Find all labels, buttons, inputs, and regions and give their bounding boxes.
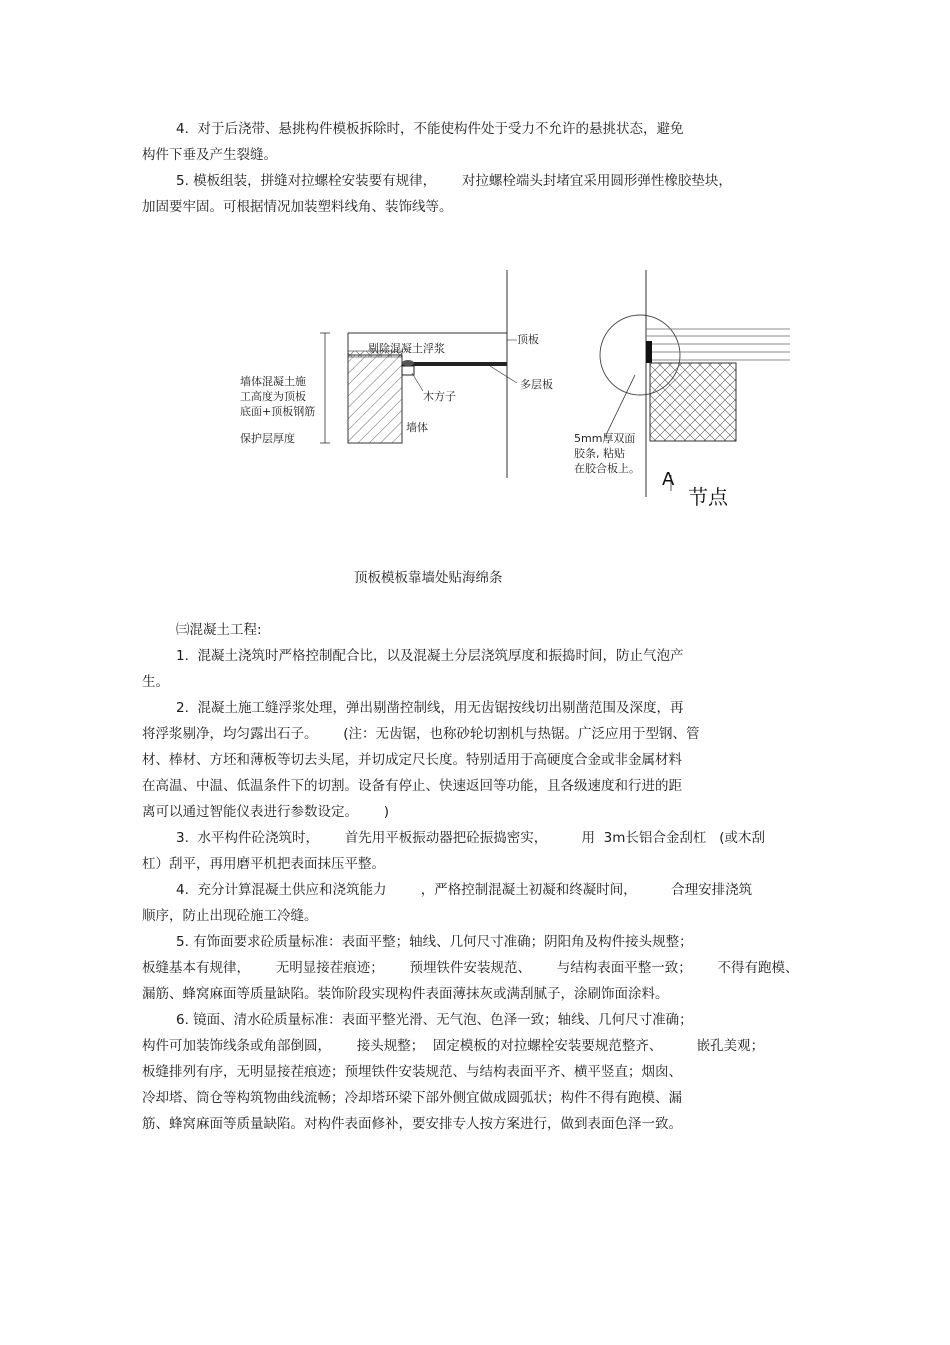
text-line: 3. 水平构件砼浇筑时， 首先用平板振动器把砼振捣密实， 用 3m长铝合金刮杠 (或木刮 xyxy=(176,830,766,846)
wall-section xyxy=(650,363,736,441)
label-height-3: 底面+顶板钢筋 xyxy=(240,405,316,418)
label-node: 节点 xyxy=(688,485,728,509)
figure-caption: 顶板模板靠墙处贴海绵条 xyxy=(354,570,503,586)
plywood xyxy=(402,362,507,366)
label-ding-ban: 顶板 xyxy=(517,333,539,346)
label-tichu: 剔除混凝土浮浆 xyxy=(368,342,445,355)
label-height-4: 保护层厚度 xyxy=(240,432,295,445)
label-5mm-2: 胶条, 粘贴 xyxy=(574,447,625,460)
text-line: 离可以通过智能仪表进行参数设定。 ) xyxy=(142,804,390,820)
label-qiangti: 墙体 xyxy=(406,421,428,434)
text-line: 杠）刮平，再用磨平机把表面抹压平整。 xyxy=(142,856,385,872)
text-line: 加固要牢固。可根据情况加装塑料线角、装饰线等。 xyxy=(142,199,453,215)
label-5mm-3: 在胶合板上。 xyxy=(574,462,640,475)
text-line: 4. 充分计算混凝土供应和浇筑能力 ，严格控制混凝土初凝和终凝时间， 合理安排浇筑 xyxy=(176,882,753,898)
label-a: A xyxy=(662,469,675,490)
label-duoceng: 多层板 xyxy=(520,378,553,391)
text-line: 冷却塔、筒仓等构筑物曲线流畅；冷却塔环梁下部外侧宜做成圆弧状；构件不得有跑模、漏 xyxy=(142,1090,682,1106)
text-line: 4. 对于后浇带、悬挑构件模板拆除时，不能使构件处于受力不允许的悬挑状态，避免 xyxy=(176,121,684,137)
text-line: 顺序，防止出现砼施工冷缝。 xyxy=(142,908,318,924)
text-line: 筋、蜂窝麻面等质量缺陷。对构件表面修补，要安排专人按方案进行，做到表面色泽一致。 xyxy=(142,1116,682,1132)
text-line: 1. 混凝土浇筑时严格控制配合比，以及混凝土分层浇筑厚度和振捣时间，防止气泡产 xyxy=(176,648,684,664)
text-line: 漏筋、蜂窝麻面等质量缺陷。装饰阶段实现构件表面薄抹灰或满刮腻子，涂刷饰面涂料。 xyxy=(142,986,669,1002)
text-line: 构件下垂及产生裂缝。 xyxy=(142,147,277,163)
label-height-2: 工高度为顶板 xyxy=(240,390,306,403)
text-line: 在高温、中温、低温条件下的切割。设备有停止、快速返回等功能，且各级速度和行进的距 xyxy=(142,778,682,794)
label-height-1: 墙体混凝土施 xyxy=(240,375,306,388)
text-line: 板缝基本有规律， 无明显接茬痕迹； 预埋铁件安装规范、 与结构表面平整一致； 不得有跑模、 xyxy=(142,960,799,976)
leader-duoceng xyxy=(490,366,517,383)
label-5mm-1: 5mm厚双面 xyxy=(574,432,636,445)
rubber-strip xyxy=(646,341,652,363)
text-line: 将浮浆剔净，均匀露出石子。 (注：无齿锯，也称砂轮切割机与热锯。广泛应用于型钢、管 xyxy=(142,726,700,742)
wall-hatch xyxy=(348,355,402,443)
text-line: 材、棒材、方坯和薄板等切去头尾，并切成定尺长度。特别适用于高硬度合金或非金属材料 xyxy=(142,752,682,768)
label-mufangzi: 木方子 xyxy=(423,390,456,403)
text-line: 生。 xyxy=(142,674,169,690)
section-heading: ㈢混凝土工程: xyxy=(176,622,262,638)
text-line: 5. 模板组装，拼缝对拉螺栓安装要有规律， 对拉螺栓端头封堵宜采用圆形弹性橡胶垫块， xyxy=(176,173,732,189)
leader-mufangzi xyxy=(412,373,423,391)
leader-5mm xyxy=(605,375,635,437)
text-line: 5. 有饰面要求砼质量标准：表面平整；轴线、几何尺寸准确；阴阳角及构件接头规整； xyxy=(176,934,693,950)
text-line: 6. 镜面、清水砼质量标准：表面平整光滑、无气泡、色泽一致；轴线、几何尺寸准确； xyxy=(176,1012,693,1028)
sponge-strip xyxy=(402,360,414,366)
text-line: 构件可加装饰线条或角部倒圆， 接头规整； 固定模板的对拉螺栓安装要规范整齐、 嵌孔美观； xyxy=(142,1038,765,1054)
text-line: 板缝排列有序，无明显接茬痕迹；预埋铁件安装规范、与结构表面平齐、横平竖直；烟囱、 xyxy=(142,1064,682,1080)
formwork-figure xyxy=(230,265,790,525)
text-line: 2. 混凝土施工缝浮浆处理，弹出剔凿控制线，用无齿锯按线切出剔凿范围及深度，再 xyxy=(176,700,684,716)
